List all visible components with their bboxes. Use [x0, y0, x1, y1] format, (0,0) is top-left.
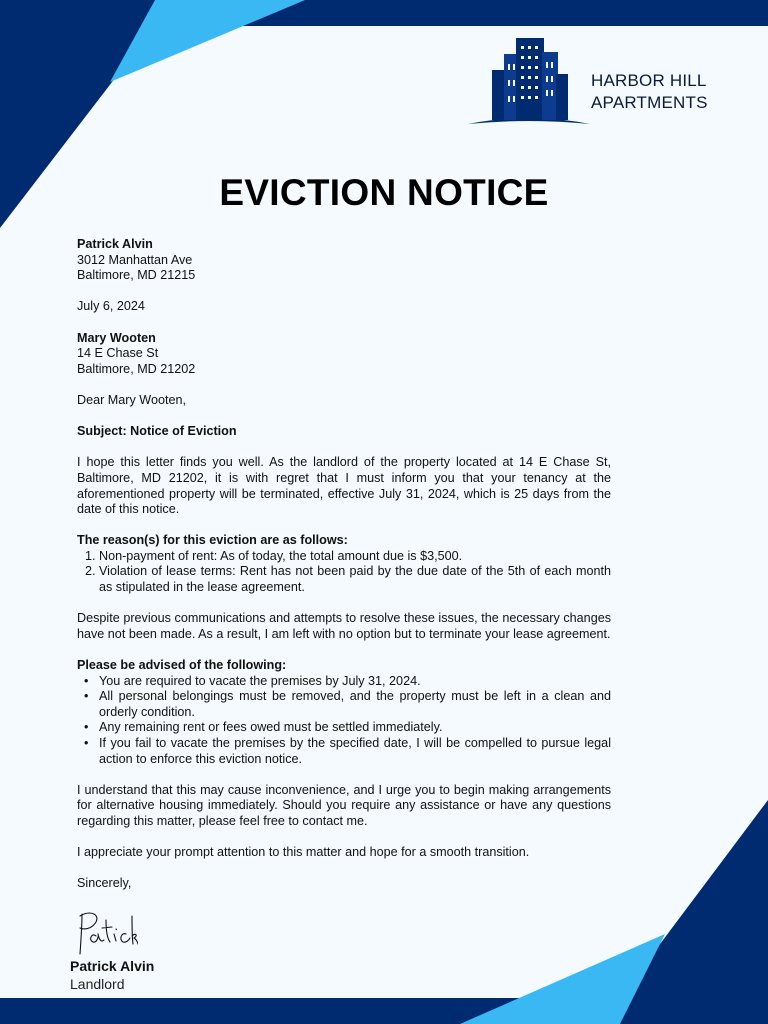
- sender-address-line2: Baltimore, MD 21215: [77, 268, 196, 283]
- list-item: 1. Non-payment of rent: As of today, the total amount due is $3,500.: [99, 549, 611, 565]
- recipient-address-line1: 14 E Chase St: [77, 346, 159, 361]
- reasons-heading: The reason(s) for this eviction are as follows:: [77, 533, 348, 548]
- company-name-line1: HARBOR HILL: [591, 71, 707, 90]
- list-item: • Any remaining rent or fees owed must be settled immediately.: [99, 720, 611, 736]
- letter-body: [77, 237, 611, 892]
- list-item: 2. Violation of lease terms: Rent has not been paid by the due date of the 5th of each month as stipulated in the lease agreement.: [99, 564, 611, 595]
- signer-title: Landlord: [70, 976, 125, 992]
- company-name-line2: APARTMENTS: [591, 93, 708, 112]
- recipient-name: Mary Wooten: [77, 330, 156, 345]
- building-icon: [466, 34, 592, 128]
- list-item: • If you fail to vacate the premises by the specified date, I will be compelled to pursue legal action to enforce this eviction notice.: [99, 736, 611, 767]
- list-item: • You are required to vacate the premises by July 31, 2024.: [99, 674, 611, 690]
- signature-image: [76, 906, 138, 958]
- advised-list: [77, 674, 611, 768]
- despite-paragraph: Despite previous communications and attempts to resolve these issues, the necessary changes have not been made. As a result, I am left with no option but to terminate your lease agreement.: [77, 611, 611, 641]
- signer-name: Patrick Alvin: [70, 958, 155, 974]
- company-name: [591, 70, 708, 114]
- appreciate-paragraph: I appreciate your prompt attention to this matter and hope for a smooth transition.: [77, 845, 530, 860]
- understand-paragraph: I understand that this may cause inconvenience, and I urge you to begin making arrangements for alternative housing immediately. Should you require any assistance or have any questions regarding this matter, please feel free to contact me.: [77, 782, 611, 828]
- reasons-list: [77, 549, 611, 596]
- subject-line: Subject: Notice of Eviction: [77, 424, 237, 439]
- list-item: • All personal belongings must be removed, and the property must be left in a clean and orderly condition.: [99, 689, 611, 720]
- letter-date: July 6, 2024: [77, 299, 145, 314]
- salutation: Dear Mary Wooten,: [77, 392, 186, 407]
- advised-heading: Please be advised of the following:: [77, 658, 287, 673]
- document-title: EVICTION NOTICE: [219, 172, 549, 213]
- recipient-address-line2: Baltimore, MD 21202: [77, 361, 196, 376]
- sender-address-line1: 3012 Manhattan Ave: [77, 252, 193, 267]
- closing: Sincerely,: [77, 876, 132, 891]
- sender-name: Patrick Alvin: [77, 237, 153, 251]
- intro-paragraph: I hope this letter finds you well. As the landlord of the property located at 14 E Chase St, Baltimore, MD 21202, it is with regret that I must inform you that your tenancy at the aforementioned property will be terminated, effective July 31, 2024, which is 25 days from the date of this notice.: [77, 455, 611, 517]
